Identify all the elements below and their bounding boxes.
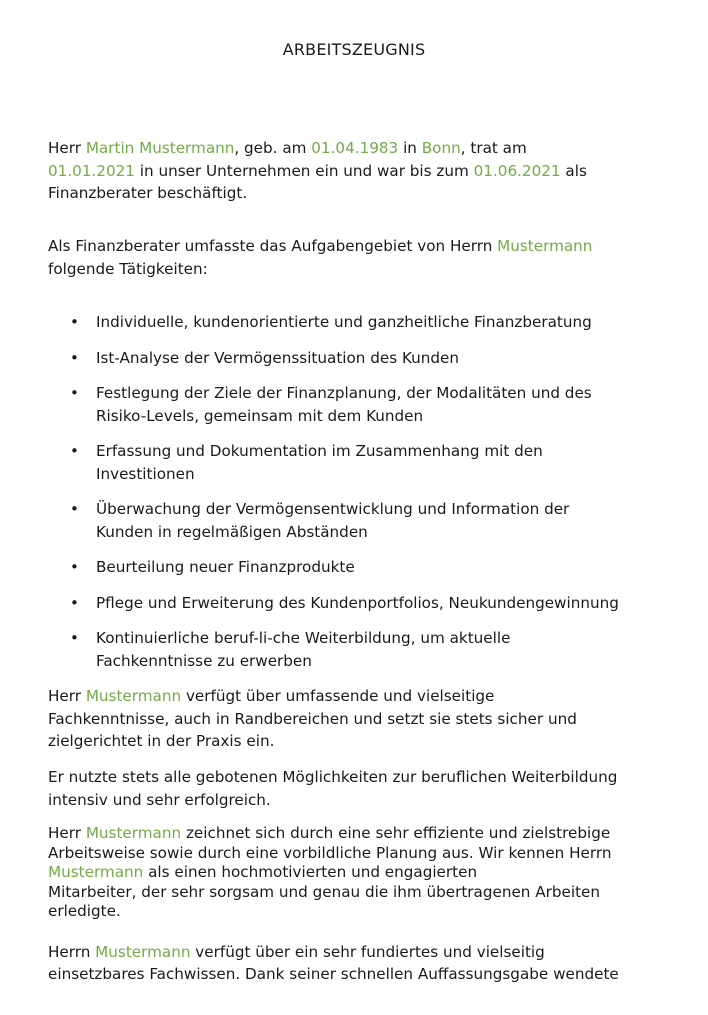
bullet-icon: • [70,348,79,367]
knowledge-line2: einsetzbares Fachwissen. Dank seiner schnellen Auffassungsgabe wendete [48,965,619,983]
work-prefix: Herr [48,824,81,842]
bullet-icon: • [70,313,79,331]
intro-paragraph [48,137,668,205]
work-line4: Mitarbeiter, der sehr sorgsam und genau die ihm übertragenen Arbeiten [48,882,601,901]
intro-role-text: Finanzberater beschäftigt. [48,184,248,202]
lead-surname: Mustermann [497,237,593,255]
task-text: Festlegung der Ziele der Finanzplanung, der Modalitäten und des [96,384,592,402]
work-line2: Arbeitsweise sowie durch eine vorbildliche Planung aus. Wir kennen Herrn [48,843,612,862]
skills-line3: zielgerichtet in der Praxis ein. [48,732,275,750]
knowledge-surname: Mustermann [95,943,191,961]
start-date: 01.01.2021 [48,161,135,180]
task-list [48,311,668,672]
work-line5: erledigte. [48,902,121,920]
list-item [48,440,668,498]
intro-in-text: in [403,139,417,157]
work-surname-2: Mustermann [48,863,144,881]
intro-salutation: Herr [48,139,81,157]
knowledge-prefix: Herrn [48,943,91,961]
task-text-continued: Kunden in regelmäßigen Abständen [96,522,368,541]
task-text-continued: Risiko-Levels, gemeinsam mit dem Kunden [96,406,424,425]
birth-date: 01.04.1983 [311,139,399,157]
list-item [48,347,668,383]
work-line1: zeichnet sich durch eine sehr effiziente und zielstrebige [185,824,611,842]
training-paragraph [48,766,668,811]
list-item [48,556,668,592]
list-item [48,627,668,672]
intro-as-text: als [565,161,587,180]
training-line2: intensiv und sehr erfolgreich. [48,790,271,809]
lead-text: Als Finanzberater umfasste das Aufgabengebiet von Herrn [48,237,493,255]
end-date: 01.06.2021 [473,161,561,180]
task-text: Erfassung und Dokumentation im Zusammenhang mit den [96,442,543,460]
intro-born-text: , geb. am [234,139,307,157]
training-line1: Er nutzte stets alle gebotenen Möglichkeiten zur beruflichen Weiterbildung [48,768,618,786]
task-text: Ist-Analyse der Vermögenssituation des Kunden [96,348,460,367]
lead-tail: folgende Tätigkeiten: [48,259,208,278]
birth-place: Bonn [421,139,461,157]
work-surname: Mustermann [85,824,182,842]
task-text-continued: Investitionen [96,464,195,483]
skills-paragraph [48,685,668,753]
task-text: Überwachung der Vermögensentwicklung und Information der [96,500,570,518]
bullet-icon: • [70,384,79,402]
document-title: ARBEITSZEUGNIS [282,40,426,59]
knowledge-paragraph [48,941,668,985]
bullet-icon: • [70,500,79,518]
task-text: Individuelle, kundenorientierte und ganzheitliche Finanzberatung [96,313,592,331]
tasks-lead-paragraph [48,235,668,280]
skills-prefix: Herr [48,687,81,705]
task-text: Pflege und Erweiterung des Kundenportfolios, Neukundengewinnung [96,593,619,612]
bullet-icon: • [70,442,79,460]
work-line3: als einen hochmotivierten und engagierten [148,863,478,881]
bullet-icon: • [70,593,79,612]
bullet-icon: • [70,629,79,647]
list-item [48,382,668,440]
intro-mid-text: in unser Unternehmen ein und war bis zum [139,161,469,180]
task-text: Kontinuierliche beruf-li-che Weiterbildung, um aktuelle [96,629,511,647]
skills-line2: Fachkenntnisse, auch in Randbereichen und setzt sie stets sicher und [48,709,577,728]
skills-surname: Mustermann [85,687,182,705]
knowledge-line1: verfügt über ein sehr fundiertes und vielseitig [195,943,545,961]
list-item [48,592,668,628]
list-item [48,311,668,347]
task-text-continued: Fachkenntnisse zu erwerben [96,651,312,670]
intro-joined-text: , trat am [460,139,527,157]
skills-line1: verfügt über umfassende und vielseitige [185,687,495,705]
employee-name: Martin Mustermann [85,139,235,157]
task-text: Beurteilung neuer Finanzprodukte [96,558,355,576]
bullet-icon: • [70,558,79,576]
work-style-paragraph [48,824,668,922]
list-item [48,498,668,556]
